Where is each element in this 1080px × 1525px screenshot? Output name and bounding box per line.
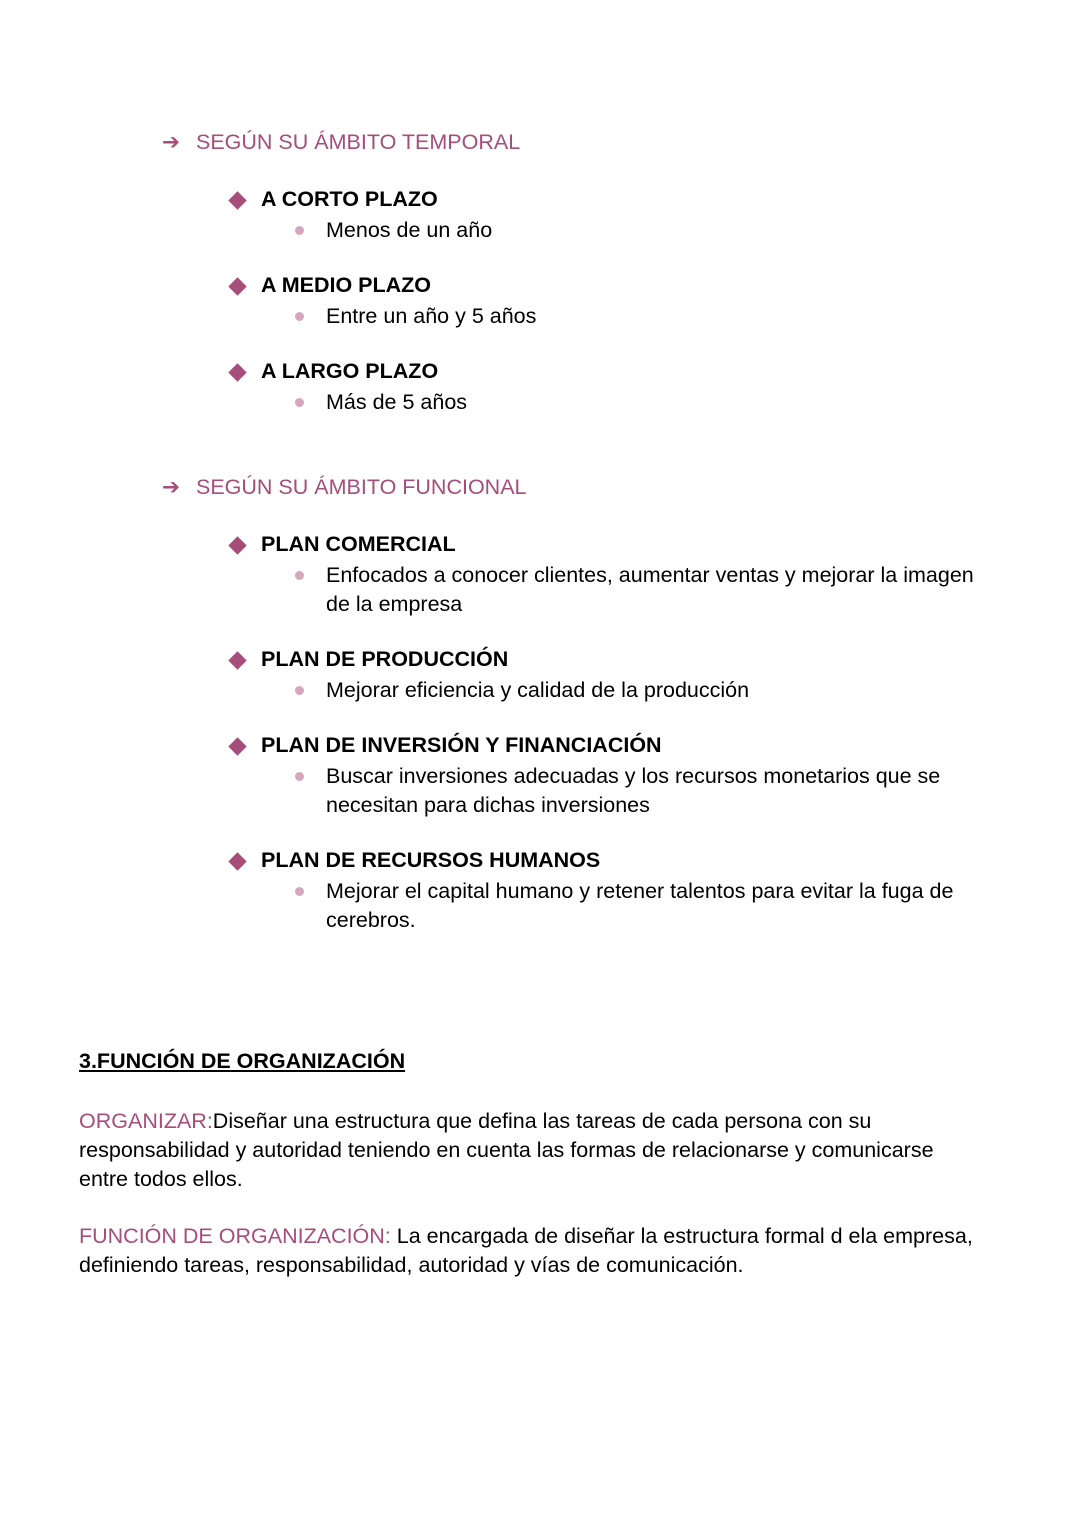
paragraph-funcion-organizacion [79, 1222, 1009, 1280]
diamond-icon [228, 191, 246, 209]
bullet-dot-icon [295, 398, 304, 407]
bullet-dot-icon [295, 772, 304, 781]
item-desc-plan-inversion: Buscar inversiones adecuadas y los recursos monetarios que se necesitan para dichas inversiones [326, 764, 941, 817]
paragraph-organizar [79, 1107, 959, 1194]
section-heading-temporal-text: SEGÚN SU ÁMBITO TEMPORAL [196, 130, 521, 154]
item-title-corto-plazo: A CORTO PLAZO [261, 187, 438, 211]
item-title-largo-plazo: A LARGO PLAZO [261, 359, 439, 383]
organizar-text: Diseñar una estructura que defina las tareas de cada persona con su responsabilidad y autoridad teniendo en cuenta las formas de relacionarse y comunicarse entre todos ellos. [79, 1109, 934, 1191]
diamond-icon [228, 363, 246, 381]
item-desc-plan-rrhh: Mejorar el capital humano y retener talentos para evitar la fuga de cerebros. [326, 879, 954, 932]
right-arrow-icon: ➔ [162, 475, 181, 499]
diamond-icon [228, 737, 246, 755]
section-heading-funcional [162, 475, 527, 500]
item-desc-plan-comercial: Enfocados a conocer clientes, aumentar ventas y mejorar la imagen de la empresa [326, 563, 974, 616]
item-desc-medio-plazo: Entre un año y 5 años [326, 304, 537, 328]
funcion-text: La encargada de diseñar la estructura formal d ela empresa, definiendo tareas, responsabilidad, autoridad y vías de comunicación. [79, 1224, 973, 1277]
item-desc-plan-produccion: Mejorar eficiencia y calidad de la producción [326, 678, 750, 702]
bullet-dot-icon [295, 887, 304, 896]
right-arrow-icon: ➔ [162, 130, 181, 154]
bullet-dot-icon [295, 312, 304, 321]
organizar-label: ORGANIZAR: [79, 1109, 213, 1133]
item-title-plan-comercial: PLAN COMERCIAL [261, 532, 456, 556]
diamond-icon [228, 277, 246, 295]
item-desc-largo-plazo: Más de 5 años [326, 390, 468, 414]
item-title-plan-inversion: PLAN DE INVERSIÓN Y FINANCIACIÓN [261, 733, 662, 757]
page-title-funcion-organizacion: 3.FUNCIÓN DE ORGANIZACIÓN [79, 1049, 406, 1073]
item-title-plan-produccion: PLAN DE PRODUCCIÓN [261, 647, 509, 671]
diamond-icon [228, 852, 246, 870]
item-desc-corto-plazo: Menos de un año [326, 218, 493, 242]
item-title-plan-rrhh: PLAN DE RECURSOS HUMANOS [261, 848, 601, 872]
diamond-icon [228, 536, 246, 554]
diamond-icon [228, 651, 246, 669]
section-heading-temporal [162, 130, 520, 155]
section-heading-funcional-text: SEGÚN SU ÁMBITO FUNCIONAL [196, 475, 527, 499]
bullet-dot-icon [295, 226, 304, 235]
bullet-dot-icon [295, 571, 304, 580]
bullet-dot-icon [295, 686, 304, 695]
funcion-label: FUNCIÓN DE ORGANIZACIÓN: [79, 1224, 391, 1248]
item-title-medio-plazo: A MEDIO PLAZO [261, 273, 432, 297]
